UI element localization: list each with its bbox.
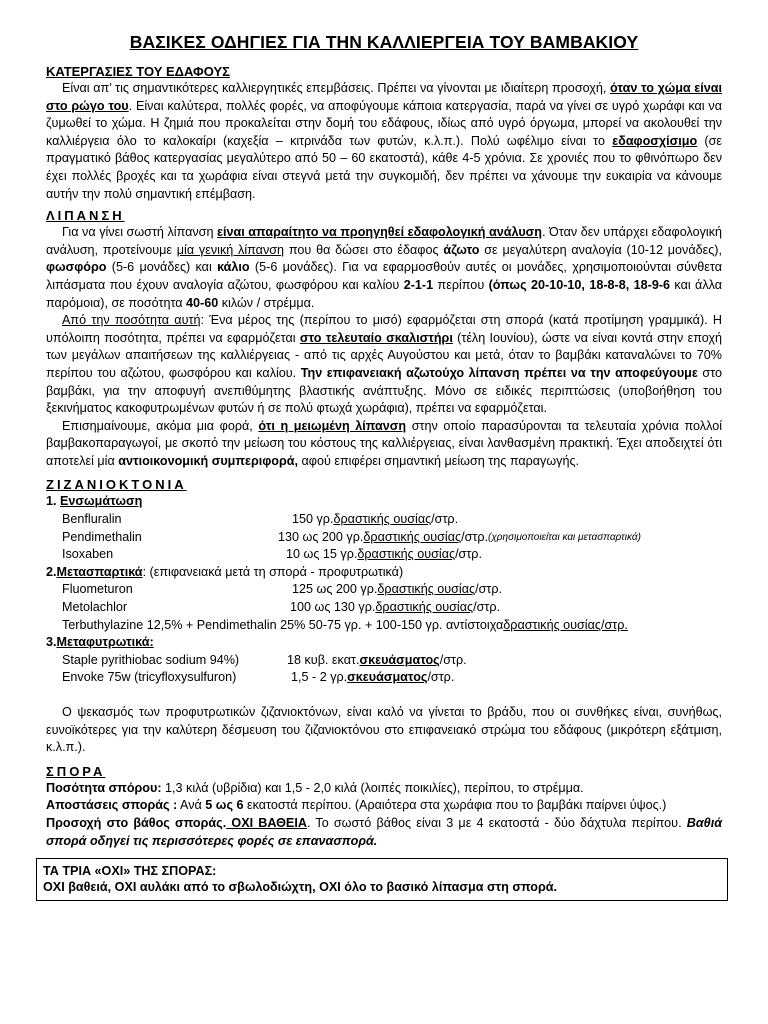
- emphasis-warning: Βαθιά σπορά οδηγεί τις περισσότερες φορές σε επανασπορά.: [46, 815, 723, 848]
- herbicide-row: Metolachlor 100 ως 130 γρ. δραστικής ουσίας /στρ.: [62, 600, 500, 615]
- seed-spacing-line: Αποστάσεις σποράς : Ανά 5 ως 6 εκατοστά περίπου. (Αραιότερα στα χωράφια που το βαμβάκι παίρνει ύψος.): [46, 798, 667, 813]
- seed-quantity-line: Ποσότητα σπόρου: 1,3 κιλά (υβρίδια) και 1,5 - 2,0 κιλά (λοιπές ποικιλίες), περίπου, το στρέμμα.: [46, 780, 584, 795]
- document-page: [43, 32, 723, 901]
- herbicide-row: Staple pyrithiobac sodium 94%) 18 κυβ. εκατ. σκευάσματος /στρ.: [62, 652, 467, 667]
- box-text: ΟΧΙ βαθειά, ΟΧΙ αυλάκι από το σβωλοδιώχτη, ΟΧΙ όλο το βασικό λίπασμα στη σπορά.: [43, 880, 557, 895]
- spacer: [46, 687, 722, 704]
- tillage-paragraph: Είναι απ’ τις σημαντικότερες καλλιεργητικές επεμβάσεις. Πρέπει να γίνονται με ιδιαίτερη προσοχή, όταν το χώμα είναι στο ρώγο του. Είναι καλύτερα, πολλές φορές, να αποφύγουμε κάποια κατεργασία, παρά να γίνει σε υγρό χωράφι και να ζυμωθεί το χώμα. Η ζημιά που προκαλείται στην δομή του εδάφους, ιδίως από υγρό όργωμα, μπορεί να ακολουθεί την καλλιέργεια όλο το καλοκαίρι (καχεξία – κιτρινάδα των φυτών, κ.λ.π.). Πολύ ωφέλιμο είναι το εδαφοσχίσιμο (σε πραγματικό βάθος κατεργασίας μεγαλύτερο από 50 – 60 εκατοστά), κάθε 4-5 χρόνια. Σε χρονιές που το φθινόπωρο δεν έχει πολλές βροχές και τα χωράφια είναι στεγνά μετά την συγκομιδή, δεν πρέπει να χάνουμε την ευκαιρία να κάνουμε αυτήν την πολύ σημαντική επέμβαση.: [46, 81, 722, 201]
- section-heading-sowing: ΣΠΟΡΑ: [46, 763, 106, 779]
- herbicide-group-2-heading: 2.Μετασπαρτικά: (επιφανειακά μετά τη σπορά - προφυτρωτικά): [46, 564, 404, 579]
- herbicide-mix-row: Terbuthylazine 12,5% + Pendimethalin 25% 50-75 γρ. + 100-150 γρ. αντίστοιχα δραστικής ουσίας/στρ.: [62, 617, 628, 632]
- herbicide-group-3-heading: 3.Μεταφυτρωτικά:: [46, 635, 154, 650]
- emphasis-text: εδαφοσχίσιμο: [612, 133, 698, 148]
- section-heading-fertilization: ΛΙΠΑΝΣΗ: [46, 208, 125, 224]
- sowing-depth-line: Προσοχή στο βάθος σποράς. ΟΧΙ ΒΑΘΕΙΑ. Το σωστό βάθος είναι 3 με 4 εκατοστά - δύο δάχτυλα περίπου. Βαθιά σπορά οδηγεί τις περισσότερες φορές σε επανασπορά.: [46, 815, 723, 848]
- herbicide-row: Isoxaben 10 ως 15 γρ. δραστικής ουσίας /στρ.: [62, 547, 482, 562]
- fertilization-paragraph-2: Από την ποσότητα αυτή: Ένα μέρος της (περίπου το μισό) εφαρμόζεται στη σπορά (κατά προτίμηση γραμμικά). Η υπόλοιπη ποσότητα, πρέπει να εφαρμόζεται στο τελευταίο σκαλιστήρι (τέλη Ιουνίου), ώστε να είναι κοντά στην εποχή των μεγάλων απαιτήσεων της καλλιέργειας - από τις αρχές Αυγούστου και μετά, όταν το βαμβάκι καταναλώνει το 70% περίπου του αζώτου, φωσφόρου και καλίου. Την επιφανειακή αζωτούχο λίπανση πρέπει να την αποφεύγουμε στο βαμβάκι, για την αποφυγή ανεπιθύμητης βλαστικής ανάπτυξης. Μόνο σε ειδικές περιπτώσεις (υποβοήθηση του ξεκινήματος κακοφυτρωμένων φυτών ή σε πολύ φτωχά χωράφια), πρέπει να εφαρμόζεται.: [46, 313, 723, 416]
- herbicide-spraying-note: Ο ψεκασμός των προφυτρωτικών ζιζανιοκτόνων, είναι καλό να γίνεται το βράδυ, που οι συνθήκες είναι, συνήθως, ευνοϊκότερες για την καλύτερη δέσμευση του ζιζανιοκτόνου στο επιφανειακό στρώμα του εδάφους (μικρότερη εξάτμιση, κ.λ.π.).: [46, 705, 722, 755]
- herbicide-row: Envoke 75w (tricyfloxysulfuron) 1,5 - 2 γρ. σκευάσματος /στρ.: [62, 670, 455, 685]
- section-heading-herbicides: ΖΙΖΑΝΙΟΚΤΟΝΙΑ: [46, 477, 187, 493]
- herbicide-group-1-heading: 1. Ενσωμάτωση: [46, 494, 143, 509]
- section-heading-tillage: ΚΑΤΕΡΓΑΣΙΕΣ ΤΟΥ ΕΔΑΦΟΥΣ: [46, 64, 230, 79]
- herbicide-row: Benfluralin 150 γρ. δραστικής ουσίας /στρ.: [62, 512, 459, 527]
- usage-note: (χρησιμοποιείται και μετασπαρτικά): [488, 531, 641, 543]
- fertilization-paragraph-1: Για να γίνει σωστή λίπανση είναι απαραίτητο να προηγηθεί εδαφολογική ανάλυση. Όταν δεν υπάρχει εδαφολογική ανάλυση, προτείνουμε μία γενική λίπανση που θα δώσει στο έδαφος άζωτο σε μεγαλύτερη αναλογία (10-12 μονάδες), φωσφόρο (5-6 μονάδες) και κάλιο (5-6 μονάδες). Για να εφαρμοσθούν αυτές οι μονάδες, χρησιμοποιούνται σύνθετα λιπάσματα που έχουν αναλογία αζώτου, φωσφόρου και καλίου 2-1-1 περίπου (όπως 20-10-10, 18-8-8, 18-9-6 και άλλα παρόμοια), σε ποσότητα 40-60 κιλών / στρέμμα.: [46, 225, 723, 310]
- page-title: ΒΑΣΙΚΕΣ ΟΔΗΓΙΕΣ ΓΙΑ ΤΗΝ ΚΑΛΛΙΕΡΓΕΙΑ ΤΟΥ ΒΑΜΒΑΚΙΟΥ: [129, 32, 639, 52]
- three-no-box: [36, 858, 728, 901]
- box-title: ΤΑ ΤΡΙΑ «ΟΧΙ» ΤΗΣ ΣΠΟΡΑΣ:: [43, 864, 217, 879]
- fertilization-paragraph-3: Επισημαίνουμε, ακόμα μια φορά, ότι η μειωμένη λίπανση στην οποίο παρασύρονται τα τελευταία χρόνια πολλοί βαμβακοπαραγωγοί, με σκοπό την μείωση του κόστους της καλλιέργειας, είναι λανθασμένη πρακτική. Έχει αποδειχτεί ότι αποτελεί μία αντιοικονομική συμπεριφορά, αφού επιφέρει σημαντική μείωση της παραγωγής.: [46, 418, 723, 468]
- herbicide-row: Pendimethalin 130 ως 200 γρ. δραστικής ουσίας /στρ. (χρησιμοποιείται και μετασπαρτικά): [46, 529, 722, 547]
- emphasis-text: όταν το χώμα είναι στο ρώγο του: [46, 81, 722, 113]
- herbicide-row: Fluometuron 125 ως 200 γρ. δραστικής ουσίας /στρ.: [62, 582, 502, 597]
